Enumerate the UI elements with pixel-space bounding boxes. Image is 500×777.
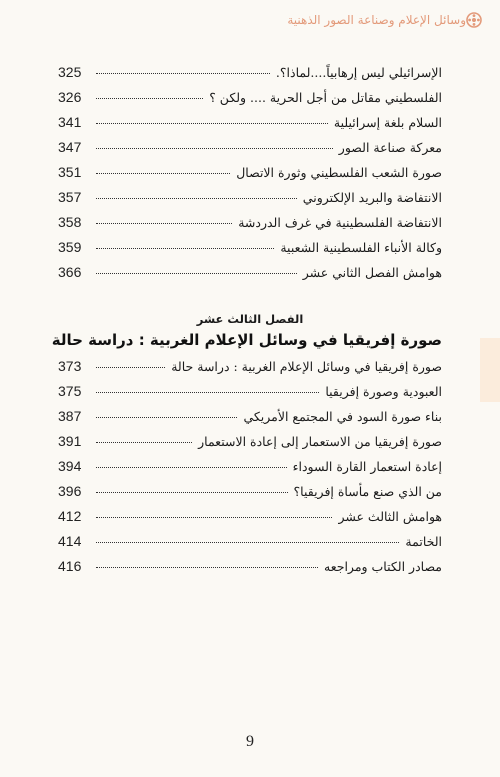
toc-entry-label: السلام بلغة إسرائيلية xyxy=(333,115,442,130)
toc-entry-label: وكالة الأنباء الفلسطينية الشعبية xyxy=(280,240,442,255)
dot-leader xyxy=(96,392,319,393)
toc-entry-label: إعادة استعمار القارة السوداء xyxy=(292,459,442,474)
toc-entry-label: معركة صناعة الصور xyxy=(338,140,442,155)
toc-page-number: 396 xyxy=(58,483,82,499)
toc-page-number: 416 xyxy=(58,558,82,574)
toc-entry-label: من الذي صنع مأساة إفريقيا؟ xyxy=(293,484,442,499)
toc-entry-label: صورة الشعب الفلسطيني وثورة الاتصال xyxy=(236,165,442,180)
dot-leader xyxy=(96,442,192,443)
dot-leader xyxy=(96,517,332,518)
toc-row[interactable] xyxy=(58,64,442,89)
dot-leader xyxy=(96,417,237,418)
toc-page-number: 366 xyxy=(58,264,82,280)
toc-page-number: 347 xyxy=(58,139,82,155)
toc-entry-label: العبودية وصورة إفريقيا xyxy=(325,384,442,399)
toc-row[interactable] xyxy=(58,358,442,383)
toc-row[interactable] xyxy=(58,239,442,264)
toc-entry-label: الانتفاضة والبريد الإلكتروني xyxy=(302,190,442,205)
dot-leader xyxy=(96,198,297,199)
toc-entry-label: صورة إفريقيا في وسائل الإعلام الغربية : دراسة حالة xyxy=(171,359,442,374)
toc-page-number: 414 xyxy=(58,533,82,549)
toc-page-number: 325 xyxy=(58,64,82,80)
toc-page-number: 394 xyxy=(58,458,82,474)
toc-entry-label: صورة إفريقيا من الاستعمار إلى إعادة الاستعمار xyxy=(198,434,442,449)
dot-leader xyxy=(96,148,333,149)
toc-row[interactable] xyxy=(58,533,442,558)
toc-row[interactable] xyxy=(58,214,442,239)
page-number: 9 xyxy=(246,733,254,750)
toc-entry-label: بناء صورة السود في المجتمع الأمريكي xyxy=(243,409,442,424)
toc-row[interactable] xyxy=(58,189,442,214)
toc-entry-label: الانتفاضة الفلسطينية في غرف الدردشة xyxy=(238,215,442,230)
toc-page-number: 391 xyxy=(58,433,82,449)
dot-leader xyxy=(96,492,288,493)
toc-row[interactable] xyxy=(58,139,442,164)
toc-entry-label: الإسرائيلي ليس إرهابياً....لماذا؟. xyxy=(275,65,442,80)
dot-leader xyxy=(96,223,232,224)
toc-section-after xyxy=(58,358,442,583)
toc-row[interactable] xyxy=(58,458,442,483)
toc-page-number: 373 xyxy=(58,358,82,374)
chapter-title: صورة إفريقيا في وسائل الإعلام الغربية : دراسة حالة xyxy=(51,331,442,349)
toc-page-number: 351 xyxy=(58,164,82,180)
toc-page-number: 375 xyxy=(58,383,82,399)
toc-entry-label: هوامش الفصل الثاني عشر xyxy=(302,265,442,280)
toc-row[interactable] xyxy=(58,383,442,408)
toc-row[interactable] xyxy=(58,164,442,189)
film-reel-icon xyxy=(466,12,482,28)
toc-entry-label: الخاتمة xyxy=(405,534,442,549)
toc-entry-label: هوامش الثالث عشر xyxy=(338,509,442,524)
dot-leader xyxy=(96,542,399,543)
toc-section-before xyxy=(58,64,442,289)
toc-row[interactable] xyxy=(58,89,442,114)
toc-row[interactable] xyxy=(58,483,442,508)
running-header-title: وسائل الإعلام وصناعة الصور الذهنية xyxy=(287,13,466,27)
toc-row[interactable] xyxy=(58,264,442,289)
toc-row[interactable] xyxy=(58,558,442,583)
toc-row[interactable] xyxy=(58,433,442,458)
toc-row[interactable] xyxy=(58,508,442,533)
dot-leader xyxy=(96,273,297,274)
toc-row[interactable] xyxy=(58,408,442,433)
dot-leader xyxy=(96,98,203,99)
dot-leader xyxy=(96,173,230,174)
dot-leader xyxy=(96,248,274,249)
toc-page-number: 341 xyxy=(58,114,82,130)
toc-row[interactable] xyxy=(58,114,442,139)
dot-leader xyxy=(96,73,270,74)
dot-leader xyxy=(96,567,318,568)
dot-leader xyxy=(96,467,287,468)
chapter-label: الفصل الثالث عشر xyxy=(196,312,304,326)
page-edge-tab xyxy=(480,338,500,402)
toc-entry-label: مصادر الكتاب ومراجعه xyxy=(324,559,442,574)
toc-page-number: 326 xyxy=(58,89,82,105)
toc-page-number: 387 xyxy=(58,408,82,424)
toc-page-number: 359 xyxy=(58,239,82,255)
dot-leader xyxy=(96,367,165,368)
toc-page-number: 358 xyxy=(58,214,82,230)
dot-leader xyxy=(96,123,328,124)
running-header xyxy=(12,7,488,33)
toc-page-number: 357 xyxy=(58,189,82,205)
toc-page-number: 412 xyxy=(58,508,82,524)
toc-entry-label: الفلسطيني مقاتل من أجل الحرية .... ولكن ؟ xyxy=(209,90,442,105)
